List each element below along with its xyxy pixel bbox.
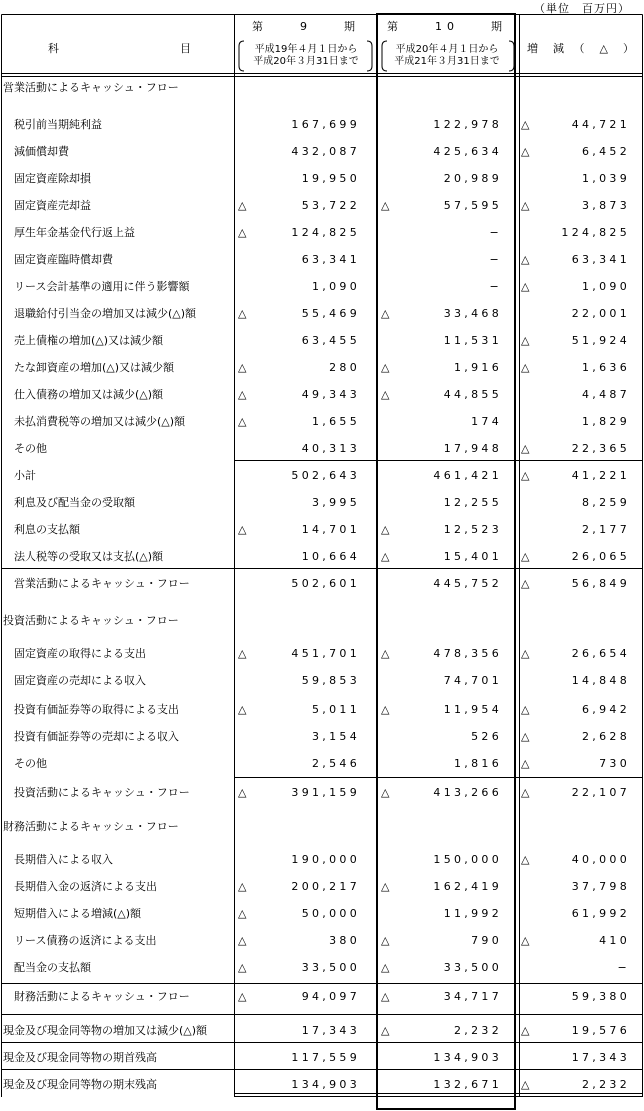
period-10-value: 478,356 bbox=[433, 647, 502, 660]
diff-value: 2,628 bbox=[582, 730, 630, 743]
diff-value: 1,636 bbox=[582, 361, 630, 374]
period-10-value: − bbox=[489, 253, 502, 266]
negative-mark: △ bbox=[238, 880, 247, 893]
period-9-value: 49,343 bbox=[301, 388, 360, 401]
period-10-value: 17,948 bbox=[443, 442, 502, 455]
negative-mark: △ bbox=[521, 334, 530, 347]
period-9-value: 3,154 bbox=[312, 730, 360, 743]
header-period-9: 第 9 期 bbox=[252, 20, 360, 33]
row-label: 利息の支払額 bbox=[14, 523, 80, 536]
period-10-value: 2,232 bbox=[454, 1024, 502, 1037]
diff-value: 63,341 bbox=[571, 253, 630, 266]
negative-mark: △ bbox=[381, 199, 390, 212]
header-period-9-range: 平成19年４月１日から 平成20年３月31日まで bbox=[253, 44, 359, 67]
negative-mark: △ bbox=[238, 647, 247, 660]
negative-mark: △ bbox=[521, 199, 530, 212]
row-label: 税引前当期純利益 bbox=[14, 118, 102, 131]
period-9-value: 63,455 bbox=[301, 334, 360, 347]
period-9-value: 19,950 bbox=[301, 172, 360, 185]
negative-mark: △ bbox=[381, 990, 390, 1003]
row-label: 長期借入による収入 bbox=[14, 853, 113, 866]
period-9-value: 380 bbox=[329, 934, 360, 947]
negative-mark: △ bbox=[521, 145, 530, 158]
negative-mark: △ bbox=[238, 307, 247, 320]
row-label: 売上債権の増加(△)又は減少額 bbox=[14, 334, 164, 347]
row-label: 現金及び現金同等物の期首残高 bbox=[3, 1051, 157, 1064]
negative-mark: △ bbox=[521, 934, 530, 947]
row-label: 財務活動によるキャッシュ・フロー bbox=[3, 820, 179, 833]
row-label: 減価償却費 bbox=[14, 145, 69, 158]
period-9-value: 5,011 bbox=[312, 703, 360, 716]
negative-mark: △ bbox=[521, 280, 530, 293]
negative-mark: △ bbox=[521, 550, 530, 563]
period-10-value: 461,421 bbox=[433, 469, 502, 482]
diff-value: − bbox=[617, 961, 630, 974]
period-10-value: 74,701 bbox=[443, 674, 502, 687]
diff-value: 6,452 bbox=[582, 145, 630, 158]
period-9-value: 432,087 bbox=[291, 145, 360, 158]
period-10-value: 57,595 bbox=[443, 199, 502, 212]
negative-mark: △ bbox=[238, 907, 247, 920]
diff-value: 3,873 bbox=[582, 199, 630, 212]
period-9-value: 117,559 bbox=[291, 1051, 360, 1064]
negative-mark: △ bbox=[521, 577, 530, 590]
negative-mark: △ bbox=[238, 990, 247, 1003]
diff-value: 22,365 bbox=[571, 442, 630, 455]
period-10-value: 15,401 bbox=[443, 550, 502, 563]
negative-mark: △ bbox=[521, 469, 530, 482]
period-9-value: 50,000 bbox=[301, 907, 360, 920]
row-label: その他 bbox=[14, 442, 47, 455]
header-subject-left: 科 bbox=[48, 42, 59, 55]
period-9-value: 200,217 bbox=[291, 880, 360, 893]
period-10-value: 11,954 bbox=[443, 703, 502, 716]
period-10-value: 413,266 bbox=[433, 786, 502, 799]
negative-mark: △ bbox=[381, 647, 390, 660]
period-9-value: 55,469 bbox=[301, 307, 360, 320]
period-9-value: 17,343 bbox=[301, 1024, 360, 1037]
negative-mark: △ bbox=[521, 361, 530, 374]
diff-value: 40,000 bbox=[571, 853, 630, 866]
diff-value: 8,259 bbox=[582, 496, 630, 509]
period-9-value: 1,655 bbox=[312, 415, 360, 428]
row-label: 投資有価証券等の売却による収入 bbox=[14, 730, 179, 743]
period-9-value: 1,090 bbox=[312, 280, 360, 293]
row-label: その他 bbox=[14, 757, 47, 770]
negative-mark: △ bbox=[381, 786, 390, 799]
negative-mark: △ bbox=[521, 253, 530, 266]
negative-mark: △ bbox=[238, 961, 247, 974]
negative-mark: △ bbox=[238, 226, 247, 239]
row-label: 投資有価証券等の取得による支出 bbox=[14, 703, 179, 716]
row-label: 小計 bbox=[14, 469, 36, 482]
row-label: 投資活動によるキャッシュ・フロー bbox=[3, 614, 179, 627]
negative-mark: △ bbox=[521, 730, 530, 743]
period-9-value: 502,601 bbox=[291, 577, 360, 590]
row-label: 固定資産の取得による支出 bbox=[14, 647, 146, 660]
negative-mark: △ bbox=[381, 550, 390, 563]
row-label: 長期借入金の返済による支出 bbox=[14, 880, 157, 893]
row-label: 固定資産除却損 bbox=[14, 172, 91, 185]
negative-mark: △ bbox=[238, 361, 247, 374]
period-10-value: 132,671 bbox=[433, 1078, 502, 1091]
period-9-value: 14,701 bbox=[301, 523, 360, 536]
diff-value: 59,380 bbox=[571, 990, 630, 1003]
negative-mark: △ bbox=[238, 415, 247, 428]
row-label: 投資活動によるキャッシュ・フロー bbox=[14, 786, 190, 799]
period-10-value: 33,500 bbox=[443, 961, 502, 974]
negative-mark: △ bbox=[521, 703, 530, 716]
unit-note: （単位 百万円） bbox=[534, 2, 630, 15]
diff-value: 37,798 bbox=[571, 880, 630, 893]
row-label: 法人税等の受取又は支払(△)額 bbox=[14, 550, 164, 563]
row-label: 利息及び配当金の受取額 bbox=[14, 496, 135, 509]
diff-value: 22,107 bbox=[571, 786, 630, 799]
header-diff: 増 減 （ △ ） bbox=[527, 42, 636, 55]
negative-mark: △ bbox=[238, 934, 247, 947]
diff-value: 56,849 bbox=[571, 577, 630, 590]
period-9-value: 167,699 bbox=[291, 118, 360, 131]
row-label: 短期借入による増減(△)額 bbox=[14, 907, 142, 920]
period-10-value: 11,531 bbox=[443, 334, 502, 347]
header-subject-right: 目 bbox=[180, 42, 191, 55]
diff-value: 2,177 bbox=[582, 523, 630, 536]
header-period-10: 第 10 期 bbox=[387, 20, 507, 33]
period-10-value: 33,468 bbox=[443, 307, 502, 320]
diff-value: 22,001 bbox=[571, 307, 630, 320]
diff-value: 51,924 bbox=[571, 334, 630, 347]
negative-mark: △ bbox=[521, 442, 530, 455]
period-10-value: 11,992 bbox=[443, 907, 502, 920]
diff-value: 730 bbox=[599, 757, 630, 770]
negative-mark: △ bbox=[381, 523, 390, 536]
row-label: 営業活動によるキャッシュ・フロー bbox=[3, 81, 179, 94]
diff-value: 14,848 bbox=[571, 674, 630, 687]
period-10-value: 44,855 bbox=[443, 388, 502, 401]
diff-value: 410 bbox=[599, 934, 630, 947]
negative-mark: △ bbox=[381, 961, 390, 974]
period-9-value: 134,903 bbox=[291, 1078, 360, 1091]
diff-value: 1,090 bbox=[582, 280, 630, 293]
period-10-value: 1,916 bbox=[454, 361, 502, 374]
period-10-value: 790 bbox=[471, 934, 502, 947]
negative-mark: △ bbox=[521, 786, 530, 799]
period-10-value: 1,816 bbox=[454, 757, 502, 770]
period-9-value: 2,546 bbox=[312, 757, 360, 770]
header-period-10-range: 平成20年４月１日から 平成21年３月31日まで bbox=[394, 44, 500, 67]
period-9-value: 124,825 bbox=[291, 226, 360, 239]
period-9-value: 3,995 bbox=[312, 496, 360, 509]
diff-value: 6,942 bbox=[582, 703, 630, 716]
period-9-value: 451,701 bbox=[291, 647, 360, 660]
period-10-value: 162,419 bbox=[433, 880, 502, 893]
diff-value: 2,232 bbox=[582, 1078, 630, 1091]
row-label: 固定資産の売却による収入 bbox=[14, 674, 146, 687]
row-label: リース債務の返済による支出 bbox=[14, 934, 157, 947]
diff-value: 4,487 bbox=[582, 388, 630, 401]
row-label: たな卸資産の増加(△)又は減少額 bbox=[14, 361, 175, 374]
period-9-value: 53,722 bbox=[301, 199, 360, 212]
negative-mark: △ bbox=[238, 523, 247, 536]
negative-mark: △ bbox=[521, 1024, 530, 1037]
period-9-value: 391,159 bbox=[291, 786, 360, 799]
diff-value: 26,654 bbox=[571, 647, 630, 660]
period-10-value: 425,634 bbox=[433, 145, 502, 158]
diff-value: 1,039 bbox=[582, 172, 630, 185]
period-10-value: − bbox=[489, 280, 502, 293]
period-10-value: 445,752 bbox=[433, 577, 502, 590]
negative-mark: △ bbox=[238, 388, 247, 401]
row-label: 厚生年金基金代行返上益 bbox=[14, 226, 135, 239]
row-label: 固定資産臨時償却費 bbox=[14, 253, 113, 266]
diff-value: 44,721 bbox=[571, 118, 630, 131]
negative-mark: △ bbox=[381, 307, 390, 320]
negative-mark: △ bbox=[521, 853, 530, 866]
period-9-value: 40,313 bbox=[301, 442, 360, 455]
period-9-value: 63,341 bbox=[301, 253, 360, 266]
period-9-value: 280 bbox=[329, 361, 360, 374]
diff-value: 124,825 bbox=[561, 226, 630, 239]
negative-mark: △ bbox=[238, 786, 247, 799]
row-label: 仕入債務の増加又は減少(△)額 bbox=[14, 388, 164, 401]
row-label: 固定資産売却益 bbox=[14, 199, 91, 212]
period-10-value: − bbox=[489, 226, 502, 239]
row-label: 退職給付引当金の増加又は減少(△)額 bbox=[14, 307, 197, 320]
row-label: 未払消費税等の増加又は減少(△)額 bbox=[14, 415, 186, 428]
period-10-value: 174 bbox=[471, 415, 502, 428]
period-10-value: 12,523 bbox=[443, 523, 502, 536]
period-9-value: 10,664 bbox=[301, 550, 360, 563]
negative-mark: △ bbox=[381, 880, 390, 893]
diff-value: 26,065 bbox=[571, 550, 630, 563]
period-9-value: 190,000 bbox=[291, 853, 360, 866]
negative-mark: △ bbox=[381, 703, 390, 716]
negative-mark: △ bbox=[381, 934, 390, 947]
period-9-value: 502,643 bbox=[291, 469, 360, 482]
negative-mark: △ bbox=[521, 118, 530, 131]
row-label: 現金及び現金同等物の増加又は減少(△)額 bbox=[3, 1024, 208, 1037]
row-label: 営業活動によるキャッシュ・フロー bbox=[14, 577, 190, 590]
negative-mark: △ bbox=[238, 199, 247, 212]
diff-value: 1,829 bbox=[582, 415, 630, 428]
negative-mark: △ bbox=[381, 388, 390, 401]
row-label: 配当金の支払額 bbox=[14, 961, 91, 974]
negative-mark: △ bbox=[381, 361, 390, 374]
negative-mark: △ bbox=[521, 757, 530, 770]
period-10-value: 20,989 bbox=[443, 172, 502, 185]
diff-value: 61,992 bbox=[571, 907, 630, 920]
period-10-value: 150,000 bbox=[433, 853, 502, 866]
period-9-value: 33,500 bbox=[301, 961, 360, 974]
period-9-value: 94,097 bbox=[301, 990, 360, 1003]
negative-mark: △ bbox=[521, 647, 530, 660]
diff-value: 17,343 bbox=[571, 1051, 630, 1064]
row-label: 財務活動によるキャッシュ・フロー bbox=[14, 990, 190, 1003]
period-10-value: 34,717 bbox=[443, 990, 502, 1003]
period-10-value: 526 bbox=[471, 730, 502, 743]
row-label: 現金及び現金同等物の期末残高 bbox=[3, 1078, 157, 1091]
period-10-value: 134,903 bbox=[433, 1051, 502, 1064]
negative-mark: △ bbox=[381, 1024, 390, 1037]
negative-mark: △ bbox=[521, 1078, 530, 1091]
negative-mark: △ bbox=[238, 703, 247, 716]
diff-value: 41,221 bbox=[571, 469, 630, 482]
row-label: リース会計基準の適用に伴う影響額 bbox=[14, 280, 190, 293]
period-10-value: 12,255 bbox=[443, 496, 502, 509]
period-9-value: 59,853 bbox=[301, 674, 360, 687]
period-10-value: 122,978 bbox=[433, 118, 502, 131]
diff-value: 19,576 bbox=[571, 1024, 630, 1037]
